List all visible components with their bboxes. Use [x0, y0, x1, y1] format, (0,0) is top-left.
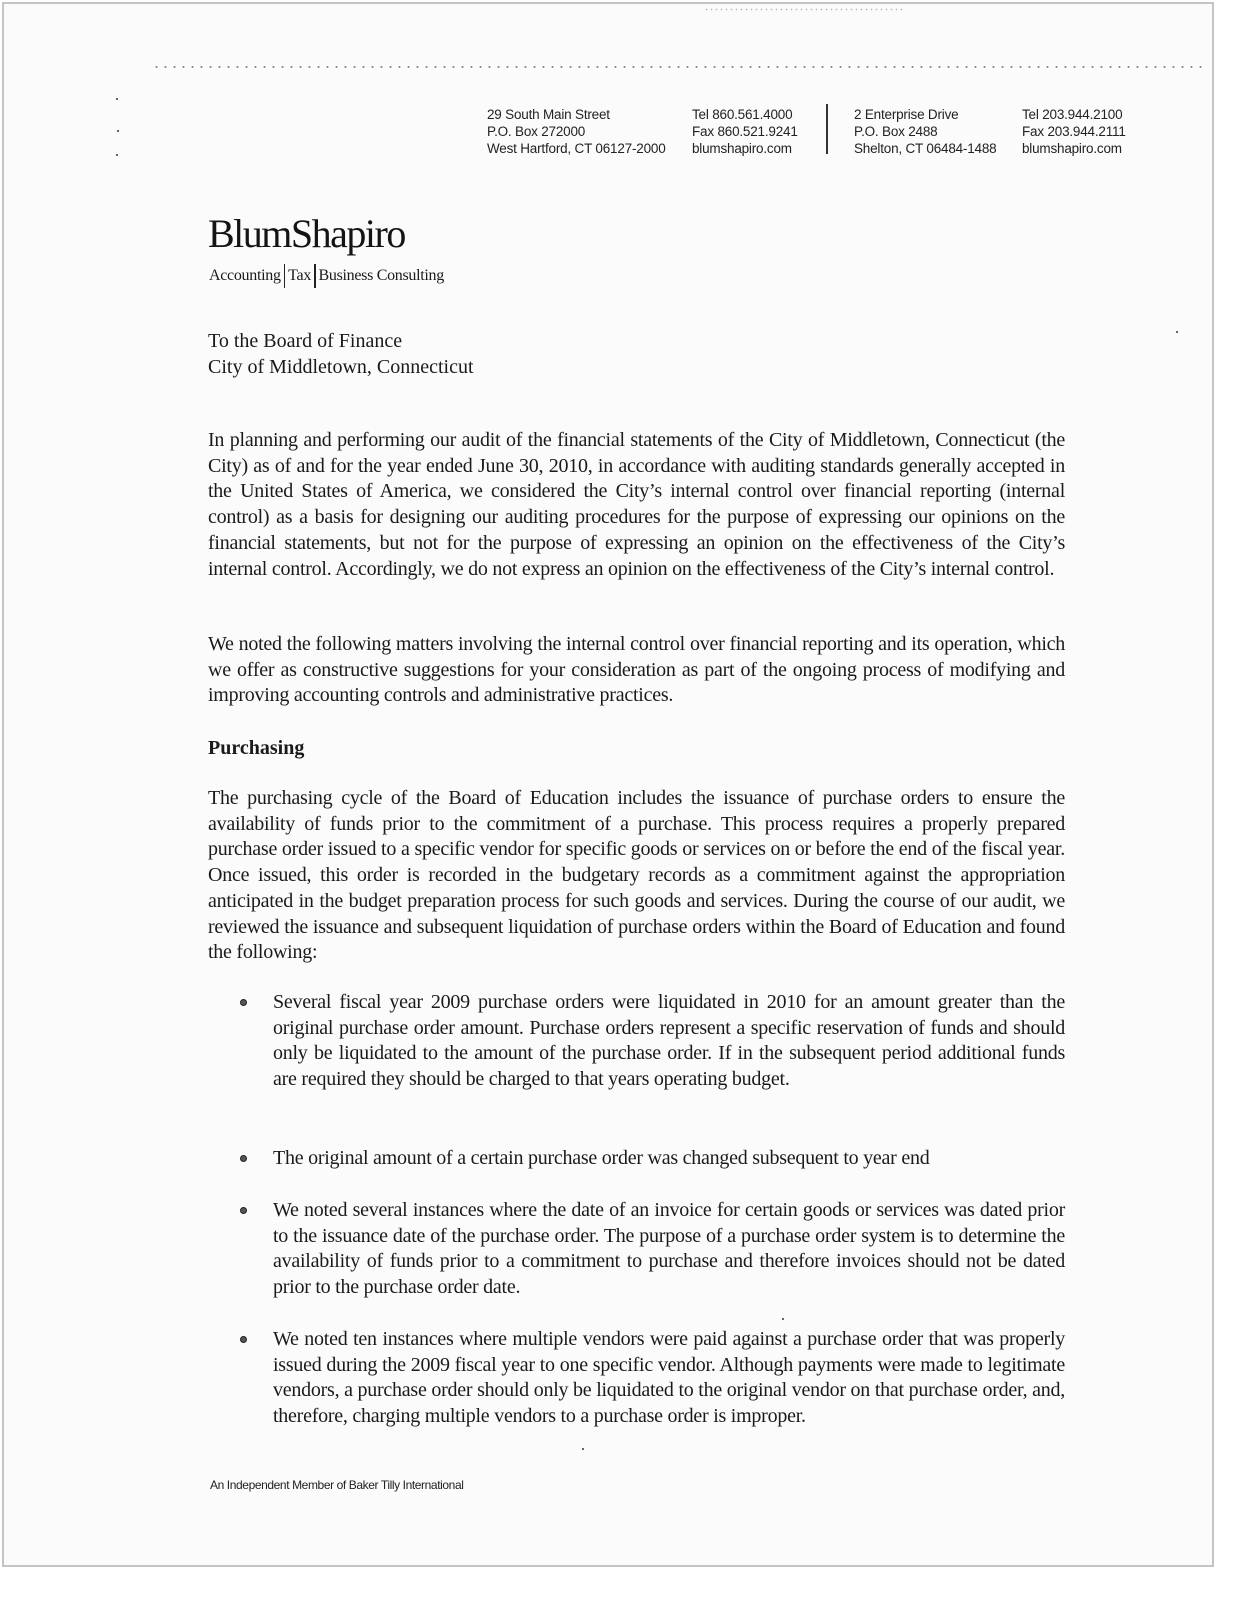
office1-phone: Tel 860.561.4000 [692, 107, 793, 122]
tagline-separator [314, 264, 316, 288]
recipient-line: City of Middletown, Connecticut [208, 356, 474, 378]
scan-speck [1176, 331, 1178, 333]
scan-speck [116, 154, 118, 156]
list-item-text: We noted several instances where the date of an invoice for certain goods or services was dated prior to the issuance date of the purchase order. The purpose of a purchase order system is to determine the availability of funds prior to a commitment to purchase and therefore invoices should not be dated prior to the purchase order date. [273, 1199, 1065, 1299]
recipient-line: To the Board of Finance [208, 330, 403, 352]
scan-speck [782, 1318, 784, 1320]
list-item-text: The original amount of a certain purchase order was changed subsequent to year end [273, 1147, 930, 1169]
bullet-icon [240, 999, 247, 1006]
scan-speck [117, 130, 119, 132]
bullet-icon [240, 1155, 247, 1162]
tagline-accounting: Accounting [209, 267, 281, 284]
list-item-text: We noted ten instances where multiple vendors were paid against a purchase order that was properly issued during the 2009 fiscal year to one specific vendor. Although payments were made to legitimate vendors, a purchase order should only be liquidated to the original vendor on that purchase order, and, therefore, charging multiple vendors to a purchase order is improper. [273, 1328, 1065, 1428]
section-heading: Purchasing [208, 737, 305, 759]
scan-artifact-top [704, 8, 904, 11]
office2-phone: Tel 203.944.2100 [1022, 107, 1123, 122]
paragraph-audit-scope: In planning and performing our audit of the financial statements of the City of Middletown, Connecticut (the City) as of and for the year ended June 30, 2010, in accordance with auditing standards generally accepted in the United States of America, we considered the City’s internal control over financial reporting (internal control) as a basis for designing our auditing procedures for the purpose of expressing our opinions on the financial statements, but not for the purpose of expressing an opinion on the effectiveness of the City’s internal control. Accordingly, we do not express an opinion on the effectiveness of the City’s internal control. [208, 429, 1065, 580]
letterhead-divider [826, 104, 828, 154]
paragraph-purchasing-intro: The purchasing cycle of the Board of Education includes the issuance of purchase orders to ensure the availability of funds prior to the commitment of a purchase. This process requires a properly prepared purchase order issued to a specific vendor for specific goods or services on or before the end of the fiscal year. Once issued, this order is recorded in the budgetary records as a commitment against the appropriation anticipated in the budget preparation process for such goods and services. During the course of our audit, we reviewed the issuance and subsequent liquidation of purchase orders within the Board of Education and found the following: [208, 787, 1065, 964]
office1-fax: Fax 860.521.9241 [692, 124, 798, 139]
office1-website: blumshapiro.com [692, 141, 792, 156]
scan-artifact-row [152, 64, 1202, 70]
office1-address-line: P.O. Box 272000 [487, 124, 586, 139]
office2-address-line: Shelton, CT 06484-1488 [854, 141, 997, 156]
tagline-separator [284, 264, 286, 288]
office2-address [854, 106, 996, 157]
tagline-tax: Tax [288, 267, 312, 284]
bullet-icon [240, 1336, 247, 1343]
tagline-consulting: Business Consulting [318, 267, 444, 284]
office2-address-line: 2 Enterprise Drive [854, 107, 959, 122]
list-item-text: Several fiscal year 2009 purchase orders were liquidated in 2010 for an amount greater than the original purchase order amount. Purchase orders represent a specific reservation of funds and should only be liquidated to the amount of the purchase order. If in the subsequent period additional funds are required they should be charged to that years operating budget. [273, 991, 1065, 1091]
office2-address-line: P.O. Box 2488 [854, 124, 938, 139]
paragraph-matters-noted: We noted the following matters involving the internal control over financial reporting and its operation, which we offer as constructive suggestions for your consideration as part of the ongoing process of modifying and improving accounting controls and administrative practices. [208, 633, 1065, 707]
bullet-icon [240, 1207, 247, 1214]
company-logo: BlumShapiro [208, 211, 405, 256]
scan-speck [582, 1448, 584, 1450]
page-footer: An Independent Member of Baker Tilly International [210, 1478, 464, 1492]
scan-speck [116, 98, 118, 100]
office2-contact [1022, 106, 1126, 157]
office1-contact [692, 106, 798, 157]
office2-fax: Fax 203.944.2111 [1022, 124, 1126, 139]
office1-address-line: 29 South Main Street [487, 107, 610, 122]
office2-website: blumshapiro.com [1022, 141, 1122, 156]
office1-address-line: West Hartford, CT 06127-2000 [487, 141, 666, 156]
office1-address [487, 106, 666, 157]
company-tagline [209, 264, 444, 288]
recipient-block [208, 328, 474, 380]
